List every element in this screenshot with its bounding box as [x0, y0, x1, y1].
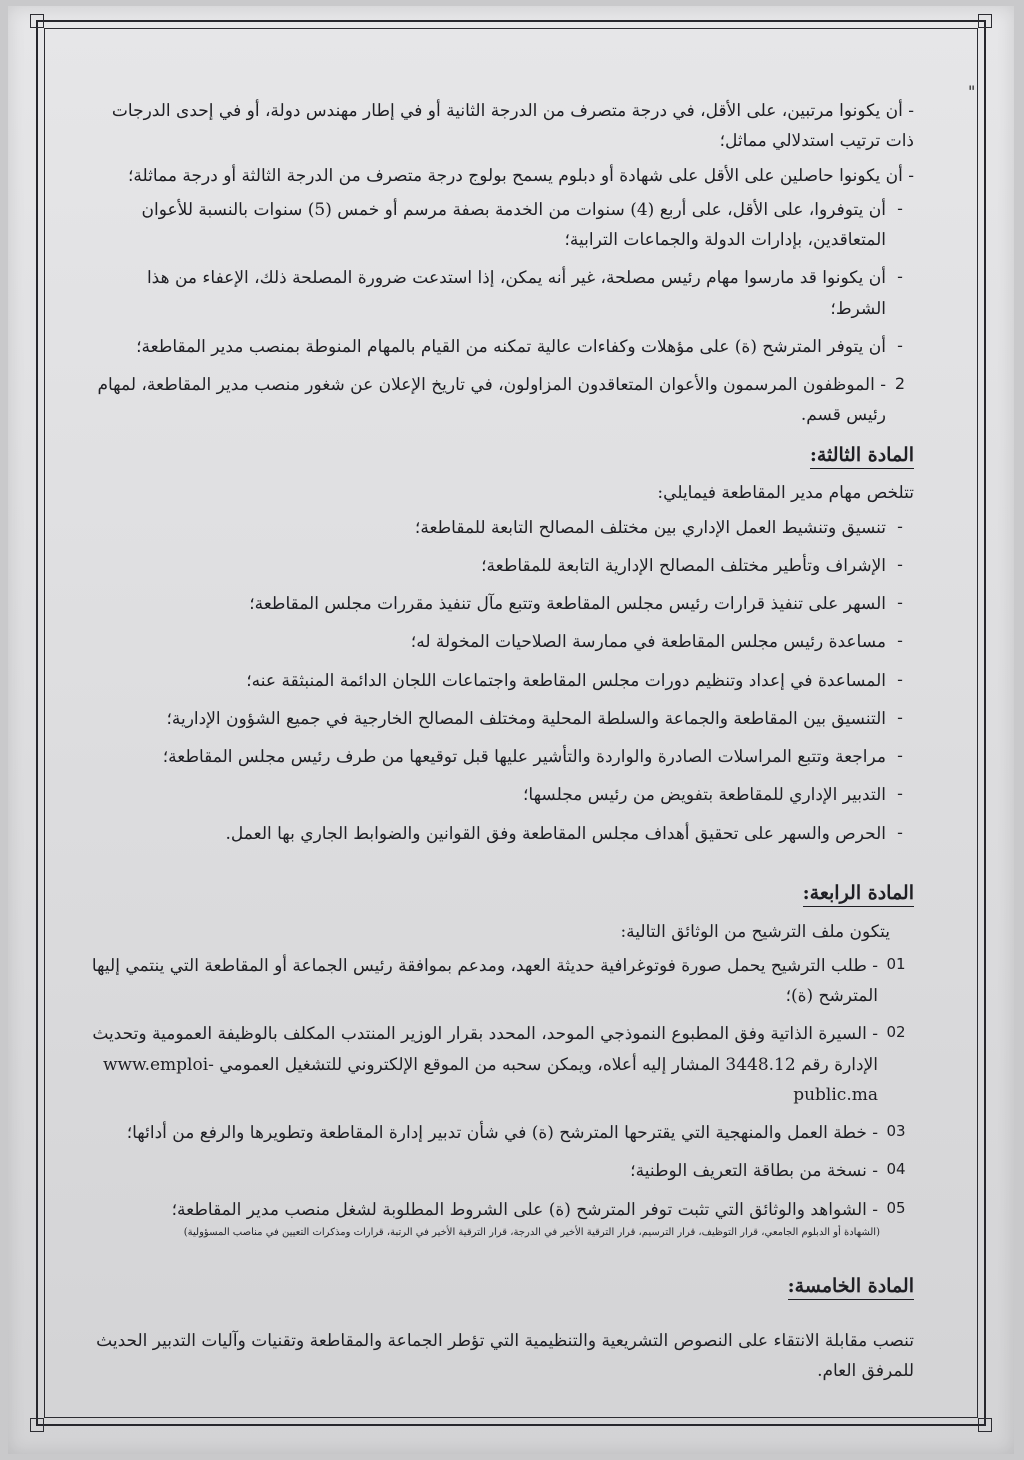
condition-group-2: 2 - الموظفون المرسمون والأعوان المتعاقدون المزاولون، في تاريخ الإعلان عن شغور منصب مدير المقاطعة، لمهام رئيس قسم.	[90, 370, 914, 431]
list-item: - السهر على تنفيذ قرارات رئيس مجلس المقاطعة وتتبع مآل تنفيذ مقررات مجلس المقاطعة؛	[249, 593, 903, 615]
article-5-text: تنصب مقابلة الانتقاء على النصوص التشريعية والتنظيمية التي تؤطر الجماعة والمقاطعة وتقنيات وآليات التدبير الحديث للمرفق العام.	[96, 1330, 914, 1381]
item-number: 2	[894, 374, 906, 393]
list-item: - المساعدة في إعداد وتنظيم دورات مجلس المقاطعة واجتماعات اللجان الدائمة المنبثقة عنه؛	[246, 669, 903, 691]
list-item: - الحرص والسهر على تحقيق أهداف مجلس المقاطعة وفق القوانين والضوابط الجاري بها العمل.	[225, 822, 903, 844]
document-list-item: 04 - نسخة من بطاقة التعريف الوطنية؛	[630, 1160, 906, 1182]
list-item: - التنسيق بين المقاطعة والجماعة والسلطة المحلية ومختلف المصالح الخارجية في جميع الشؤون الإدارية؛	[166, 707, 903, 729]
document-list-item: 05 - الشواهد والوثائق التي تثبت توفر المترشح (ة) على الشروط المطلوبة لشغل منصب مدير المقاطعة؛	[171, 1198, 906, 1220]
article-5-heading: المادة الخامسة:	[90, 1270, 914, 1304]
condition-diploma: - أن يكونوا حاصلين على الأقل على شهادة أو دبلوم يسمح بولوج درجة متصرف من الدرجة الثالثة أو درجة مماثلة؛	[128, 165, 914, 186]
document-body	[90, 96, 914, 1390]
document-list-item: 02 - السيرة الذاتية وفق المطبوع النموذجي الموحد، المحدد بقرار الوزير المنتدب المكلف بالوظيفة العمومية وتحديث الإدارة رقم 3448.12 المشار إليه أعلاه، ويمكن سحبه من الموقع الإلكتروني للتشغيل العمومي www.emploi-public.ma	[92, 1023, 906, 1105]
list-item: - الإشراف وتأطير مختلف المصالح الإدارية التابعة للمقاطعة؛	[481, 554, 903, 576]
list-item: - مساعدة رئيس مجلس المقاطعة في ممارسة الصلاحيات المخولة له؛	[410, 631, 903, 653]
condition-item: - أن يتوفر المترشح (ة) على مؤهلات وكفاءات عالية تمكنه من القيام بالمهام المنوطة بمنصب مدير المقاطعة؛	[136, 335, 903, 357]
documents-note: (الشهادة أو الدبلوم الجامعي، قرار التوظيف، قرار الترسيم، قرار الترقية الأخير في الدرجة، قرار الترقية الأخير في الرتبة، قرارات ومذكرات التعيين في مناصب المسؤولية)	[183, 1226, 880, 1238]
list-item: - تنسيق وتنشيط العمل الإداري بين مختلف المصالح التابعة للمقاطعة؛	[414, 516, 903, 538]
list-item: - مراجعة وتتبع المراسلات الصادرة والواردة والتأشير عليها قبل توقيعها من طرف رئيس مجلس المقاطعة؛	[162, 746, 903, 768]
article-4-heading: المادة الرابعة:	[90, 877, 914, 911]
condition-item: - أن يكونوا قد مارسوا مهام رئيس مصلحة، غير أنه يمكن، إذا استدعت ضرورة المصلحة ذلك، الإعفاء من هذا الشرط؛	[146, 267, 903, 319]
border-corner	[978, 14, 992, 28]
document-list-item: 01 - طلب الترشيح يحمل صورة فوتوغرافية حديثة العهد، ومدعم بموافقة رئيس الجماعة أو المقاطعة التي ينتمي إليها المترشح (ة)؛	[91, 954, 906, 1007]
article-3-intro: تتلخص مهام مدير المقاطعة فيمايلي:	[657, 483, 914, 504]
page-mark: "	[968, 82, 976, 101]
list-item: - التدبير الإداري للمقاطعة بتفويض من رئيس مجلسها؛	[523, 784, 903, 806]
condition-item: - أن يتوفروا، على الأقل، على أربع (4) سنوات من الخدمة بصفة مرسم أو خمس (5) سنوات بالنسبة للأعوان المتعاقدين، بإدارات الدولة والجماعات الترابية؛	[141, 198, 903, 250]
document-list-item: 03 - خطة العمل والمنهجية التي يقترحها المترشح (ة) في شأن تدبير إدارة المقاطعة وتطويرها والرفع من أدائها؛	[126, 1122, 906, 1144]
border-corner	[978, 1418, 992, 1432]
article-3-heading: المادة الثالثة:	[90, 439, 914, 473]
border-corner	[30, 1418, 44, 1432]
article-4-intro: يتكون ملف الترشيح من الوثائق التالية:	[620, 921, 890, 942]
border-corner	[30, 14, 44, 28]
condition-rank: - أن يكونوا مرتبين، على الأقل، في درجة متصرف من الدرجة الثانية أو في إطار مهندس دولة، أو في إحدى الدرجات ذات ترتيب استدلالي مماثل؛	[111, 101, 914, 152]
